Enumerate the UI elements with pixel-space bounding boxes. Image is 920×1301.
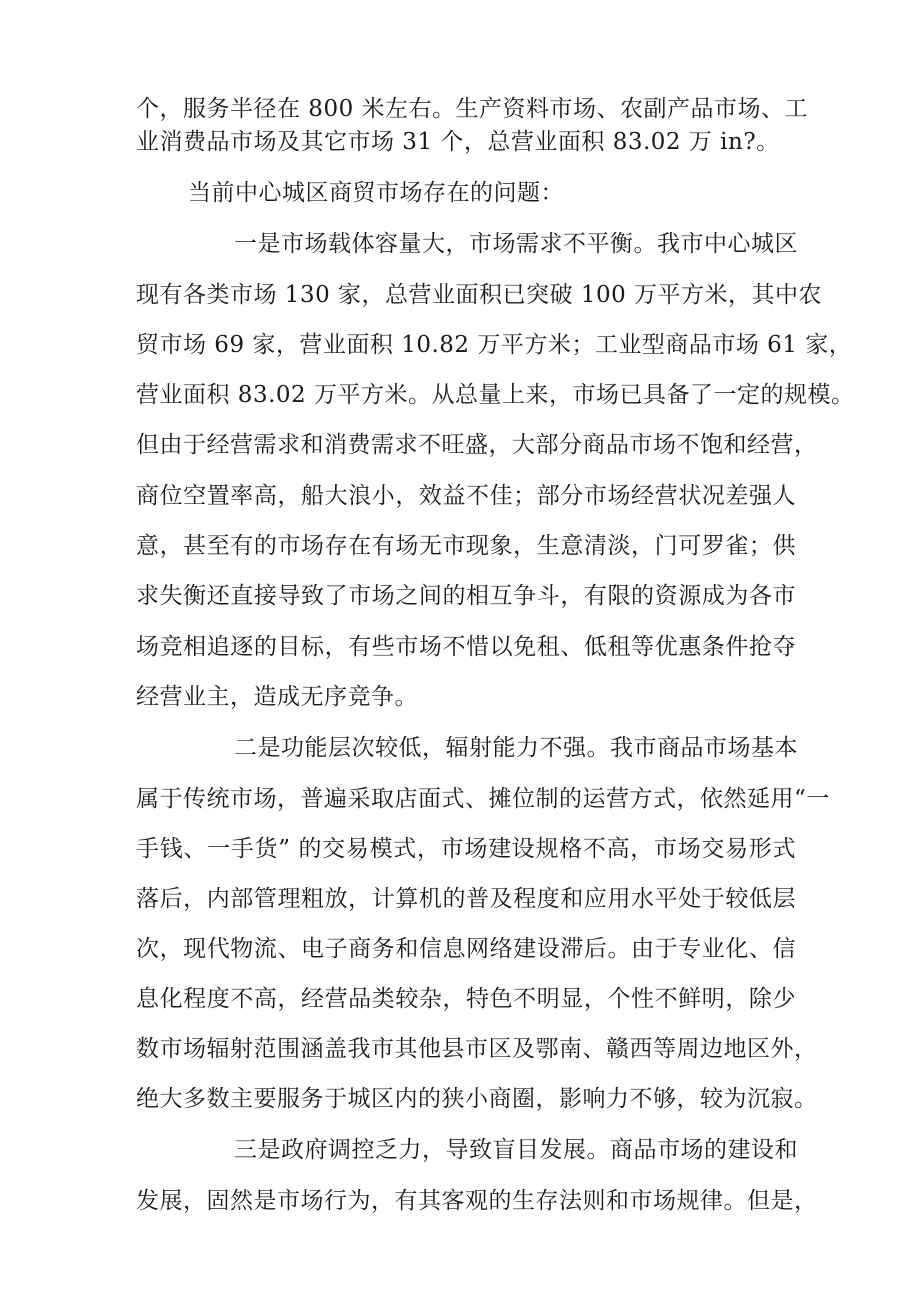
paragraph-line: 二是功能层次较低，辐射能力不强。我市商品市场基本: [234, 735, 798, 761]
paragraph-line: 经营业主，造成无序竞争。: [136, 684, 418, 710]
paragraph-line: 属于传统市场，普遍采取店面式、摊位制的运营方式，依然延用“一: [136, 786, 830, 812]
paragraph-line: 个，服务半径在 800 米左右。生产资料市场、农副产品市场、工: [136, 96, 809, 122]
paragraph-line: 三是政府调控乏力，导致盲目发展。商品市场的建设和: [234, 1137, 798, 1163]
paragraph-line: 一是市场载体容量大，市场需求不平衡。我市中心城区: [234, 231, 798, 257]
paragraph-line: 落后，内部管理粗放，计算机的普及程度和应用水平处于较低层: [136, 886, 796, 912]
paragraph-line: 商位空置率高，船大浪小，效益不佳；部分市场经营状况差强人: [136, 483, 796, 509]
paragraph-line: 业消费品市场及其它市场 31 个，总营业面积 83.02 万 in?。: [136, 129, 780, 155]
paragraph-line: 现有各类市场 130 家，总营业面积已突破 100 万平方米，其中农: [136, 282, 823, 308]
section-heading: 当前中心城区商贸市场存在的问题：: [188, 180, 564, 206]
paragraph-line: 意，甚至有的市场存在有场无市现象，生意清淡，门可罗雀；供: [136, 533, 796, 559]
paragraph-line: 但由于经营需求和消费需求不旺盛，大部分商品市场不饱和经营，: [136, 432, 818, 458]
paragraph-line: 发展，固然是市场行为，有其客观的生存法则和市场规律。但是，: [136, 1188, 818, 1214]
paragraph-line: 数市场辐射范围涵盖我市其他县市区及鄂南、赣西等周边地区外，: [136, 1036, 818, 1062]
paragraph-line: 场竞相追逐的目标，有些市场不惜以免租、低租等优惠条件抢夺: [136, 634, 796, 660]
paragraph-line: 息化程度不高，经营品类较杂，特色不明显，个性不鲜明，除少: [136, 986, 796, 1012]
paragraph-line: 次，现代物流、电子商务和信息网络建设滞后。由于专业化、信: [136, 936, 796, 962]
paragraph-line: 贸市场 69 家，营业面积 10.82 万平方米；工业型商品市场 61 家，: [136, 332, 853, 358]
paragraph-line: 绝大多数主要服务于城区内的狭小商圈，影响力不够，较为沉寂。: [136, 1086, 818, 1112]
paragraph-line: 求失衡还直接导致了市场之间的相互争斗，有限的资源成为各市: [136, 583, 796, 609]
paragraph-line: 营业面积 83.02 万平方米。从总量上来，市场已具备了一定的规模。: [136, 382, 855, 408]
paragraph-line: 手钱、一手货” 的交易模式，市场建设规格不高，市场交易形式: [136, 836, 796, 862]
